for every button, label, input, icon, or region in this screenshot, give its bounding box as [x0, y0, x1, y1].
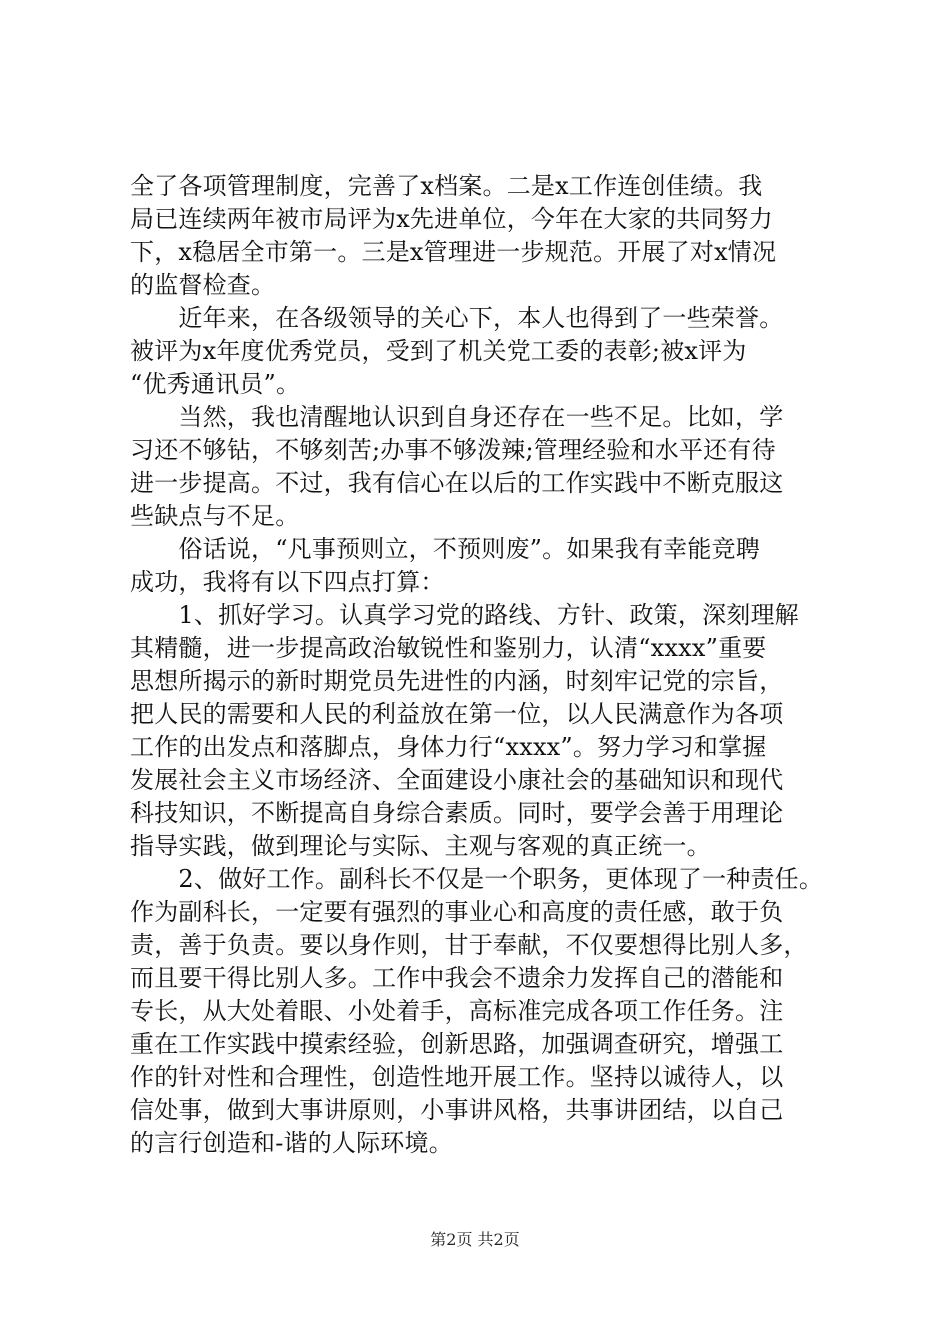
text-line: 而且要干得比别人多。工作中我会不遗余力发挥自己的潜能和: [130, 964, 784, 992]
text-line: 科技知识，不断提高自身综合素质。同时，要学会善于用理论: [130, 799, 784, 827]
text-line: 指导实践，做到理论与实际、主观与客观的真正统一。: [130, 832, 711, 860]
text-line: 进一步提高。不过，我有信心在以后的工作实践中不断克服这: [130, 469, 784, 497]
text-line: 2、做好工作。副科长不仅是一个职务，更体现了一种责任。: [130, 865, 824, 893]
text-line: “优秀通讯员”。: [130, 370, 301, 398]
text-line: 其精髓，进一步提高政治敏锐性和鉴别力，认清“xxxx”重要: [130, 634, 767, 662]
text-line: 发展社会主义市场经济、全面建设小康社会的基础知识和现代: [130, 766, 784, 794]
text-line: 局已连续两年被市局评为x先进单位，今年在大家的共同努力: [130, 205, 773, 233]
text-line: 下，x稳居全市第一。三是x管理进一步规范。开展了对x情况: [130, 238, 777, 266]
text-line: 重在工作实践中摸索经验，创新思路，加强调查研究，增强工: [130, 1030, 784, 1058]
text-line: 作为副科长，一定要有强烈的事业心和高度的责任感，敢于负: [130, 898, 784, 926]
text-line: 专长，从大处着眼、小处着手，高标准完成各项工作任务。注: [130, 997, 784, 1025]
text-line: 工作的出发点和落脚点，身体力行“xxxx”。努力学习和掌握: [130, 733, 767, 761]
text-line: 思想所揭示的新时期党员先进性的内涵，时刻牢记党的宗旨，: [130, 667, 784, 695]
text-line: 1、抓好学习。认真学习党的路线、方针、政策，深刻理解: [130, 601, 799, 629]
text-line: 把人民的需要和人民的利益放在第一位，以人民满意作为各项: [130, 700, 784, 728]
text-line: 作的针对性和合理性，创造性地开展工作。坚持以诚待人，以: [130, 1063, 784, 1091]
text-line: 被评为x年度优秀党员，受到了机关党工委的表彰;被x评为: [130, 337, 747, 365]
text-line: 成功，我将有以下四点打算：: [130, 568, 445, 596]
text-line: 全了各项管理制度，完善了x档案。二是x工作连创佳绩。我: [130, 172, 763, 200]
text-line: 的监督检查。: [130, 271, 276, 299]
text-line: 习还不够钻，不够刻苦;办事不够泼辣;管理经验和水平还有待: [130, 436, 776, 464]
text-line: 近年来，在各级领导的关心下，本人也得到了一些荣誉。: [130, 304, 784, 332]
document-body: [130, 170, 830, 1160]
text-line: 信处事，做到大事讲原则，小事讲风格，共事讲团结，以自己: [130, 1096, 784, 1124]
text-line: 当然，我也清醒地认识到自身还存在一些不足。比如，学: [130, 403, 784, 431]
text-line: 俗话说，“凡事预则立，不预则废”。如果我有幸能竞聘: [130, 535, 760, 563]
text-line: 责，善于负责。要以身作则，甘于奉献，不仅要想得比别人多，: [130, 931, 808, 959]
text-line: 些缺点与不足。: [130, 502, 300, 530]
text-line: 的言行创造和-谐的人际环境。: [130, 1129, 453, 1157]
page-footer: 第2页 共2页: [430, 1230, 520, 1249]
